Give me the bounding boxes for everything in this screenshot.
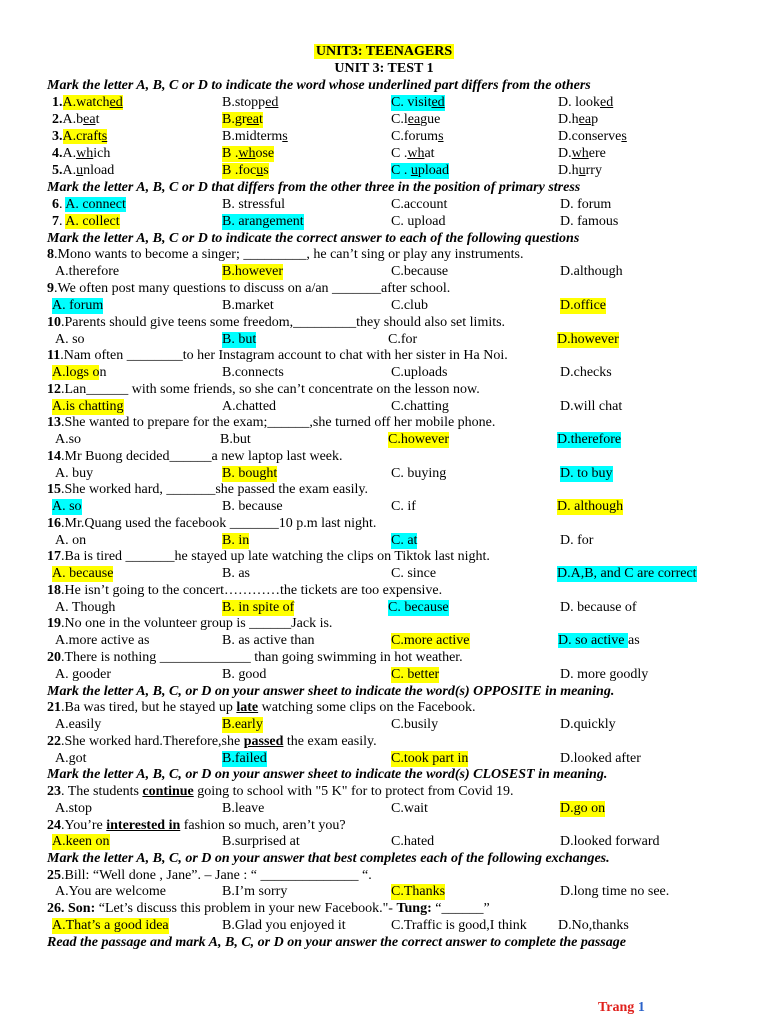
q19-option-d[interactable]: D. so active as: [558, 633, 640, 648]
q25-option-d[interactable]: D.long time no see.: [560, 884, 670, 899]
q20-option-d[interactable]: D. more goodly: [560, 667, 649, 682]
q11-options: [0, 365, 768, 382]
q22-option-d[interactable]: D.looked after: [560, 751, 641, 766]
q25-option-c[interactable]: C.Thanks: [391, 884, 446, 899]
q26-stem: 26. Son: “Let’s discuss this problem in your new Facebook."- Tung: “______”: [47, 901, 490, 916]
q14-option-d[interactable]: D. to buy: [560, 466, 613, 481]
q20-option-b[interactable]: B. good: [222, 667, 267, 682]
question-6: 6. A. connect B. stressful C.account D. forum: [52, 197, 612, 212]
q3-option-a[interactable]: A.crafts: [62, 129, 108, 144]
page-number: Trang 1: [598, 1000, 645, 1015]
q20-option-c[interactable]: C. better: [391, 667, 440, 682]
question-5: [0, 163, 768, 180]
instruction-closest: Mark the letter A, B, C, or D on your answer sheet to indicate the word(s) CLOSEST in meaning.: [47, 767, 608, 782]
q3-option-b[interactable]: B.midterms: [222, 129, 288, 144]
q3-option-d[interactable]: D.conserves: [558, 129, 627, 144]
q8-options: [0, 264, 768, 281]
q13-option-d[interactable]: D.therefore: [557, 432, 622, 447]
q2-option-d[interactable]: D.heap: [558, 112, 599, 127]
question-3: 3.A.crafts B.midterms C.forums D.conserves: [52, 129, 627, 144]
q4-option-d[interactable]: D.where: [558, 146, 606, 161]
q24-option-c[interactable]: C.hated: [391, 834, 435, 849]
q23-options: [0, 801, 768, 818]
q15-options: [0, 499, 768, 516]
q13-option-b[interactable]: B.but: [220, 432, 251, 447]
q18-options: [0, 600, 768, 617]
q7-option-a[interactable]: A. collect: [65, 214, 120, 229]
q9-option-c[interactable]: C.club: [391, 298, 428, 313]
q5-option-d[interactable]: D.hurry: [558, 163, 602, 178]
q2-option-b[interactable]: B.great: [222, 112, 263, 127]
q24-option-b[interactable]: B.surprised at: [222, 834, 300, 849]
q18-option-c[interactable]: C. because: [388, 600, 449, 615]
q2-option-a[interactable]: 2.A.beat: [52, 112, 100, 127]
q19-options: [0, 633, 768, 650]
q26-option-c[interactable]: C.Traffic is good,I think: [391, 918, 527, 933]
q25-stem: 25.Bill: “Well done , Jane”. – Jane : “ ______________ “.: [47, 868, 372, 883]
q10-option-c[interactable]: C.for: [388, 332, 418, 347]
q11-option-c[interactable]: C.uploads: [391, 365, 448, 380]
q8-stem: 8.Mono wants to become a singer; _________, he can’t sing or play any instruments.: [47, 247, 524, 262]
q17-stem: 17.Ba is tired _______he stayed up late watching the clips on Tiktok last night.: [47, 549, 490, 564]
q5-option-c[interactable]: C . upload: [391, 163, 449, 178]
q25-option-b[interactable]: B.I’m sorry: [222, 884, 288, 899]
q14-option-c[interactable]: C. buying: [391, 466, 447, 481]
q19-option-c[interactable]: C.more active: [391, 633, 470, 648]
q18-stem: 18.He isn’t going to the concert…………the tickets are too expensive.: [47, 583, 443, 598]
q21-option-d[interactable]: D.quickly: [560, 717, 616, 732]
q17-options: [0, 566, 768, 583]
q1-option-b[interactable]: B.stopped: [222, 95, 279, 110]
q12-option-d[interactable]: D.will chat: [560, 399, 623, 414]
q1-option-a[interactable]: A.watched: [62, 95, 123, 110]
q21-option-a[interactable]: A.easily: [55, 717, 102, 732]
q7-option-b[interactable]: B. arangement: [222, 214, 304, 229]
q12-options: [0, 399, 768, 416]
q9-options: [0, 298, 768, 315]
q22-option-a[interactable]: A.got: [55, 751, 87, 766]
q23-option-c[interactable]: C.wait: [391, 801, 428, 816]
instruction-exchanges: Mark the letter A, B, C, or D on your answer that best completes each of the following exchanges.: [47, 851, 610, 866]
q21-option-c[interactable]: C.busily: [391, 717, 439, 732]
q13-options: [0, 432, 768, 449]
q19-stem: 19.No one in the volunteer group is ______Jack is.: [47, 616, 333, 631]
instruction-passage: Read the passage and mark A, B, C, or D on your answer the correct answer to complete the passage: [47, 935, 626, 950]
q1-option-d[interactable]: D. looked: [558, 95, 614, 110]
q26-option-b[interactable]: B.Glad you enjoyed it: [222, 918, 346, 933]
q15-stem: 15.She worked hard, _______she passed the exam easily.: [47, 482, 369, 497]
q13-stem: 13.She wanted to prepare for the exam;______,she turned off her mobile phone.: [47, 415, 496, 430]
question-1: 1.A.watched B.stopped C. visited D. looked: [52, 95, 614, 110]
q24-options: [0, 834, 768, 851]
q7-option-c[interactable]: C. upload: [391, 214, 446, 229]
q6-option-a[interactable]: A. connect: [65, 197, 126, 212]
q9-stem: 9.We often post many questions to discuss on a/an _______after school.: [47, 281, 451, 296]
q26-option-d[interactable]: D.No,thanks: [558, 918, 629, 933]
q16-stem: 16.Mr.Quang used the facebook _______10 p.m last night.: [47, 516, 377, 531]
question-4: [0, 146, 768, 163]
q12-stem: 12.Lan______ with some friends, so she can’t concentrate on the lesson now.: [47, 382, 480, 397]
q11-option-a[interactable]: A.logs on: [52, 365, 107, 380]
q8-option-d[interactable]: D.although: [560, 264, 623, 279]
q12-option-a[interactable]: A.is chatting: [52, 399, 124, 414]
q16-option-b[interactable]: B. in: [222, 533, 250, 548]
q20-option-a[interactable]: A. gooder: [55, 667, 111, 682]
q4-option-b[interactable]: B .whose: [222, 146, 275, 161]
q8-option-c[interactable]: C.because: [391, 264, 449, 279]
q26-options: [0, 918, 768, 935]
q23-option-d[interactable]: D.go on: [560, 801, 606, 816]
q10-option-a[interactable]: A. so: [55, 332, 85, 347]
q11-option-d[interactable]: D.checks: [560, 365, 612, 380]
q19-option-b[interactable]: B. as active than: [222, 633, 315, 648]
q12-option-c[interactable]: C.chatting: [391, 399, 449, 414]
q10-options: [0, 332, 768, 349]
q18-option-d[interactable]: D. because of: [560, 600, 637, 615]
instruction-grammar: Mark the letter A, B, C or D to indicate the correct answer to each of the following questions: [47, 231, 580, 246]
q4-option-a[interactable]: 4.A.which: [52, 146, 111, 161]
q14-option-a[interactable]: A. buy: [55, 466, 94, 481]
q11-option-b[interactable]: B.connects: [222, 365, 284, 380]
q18-option-a[interactable]: A. Though: [55, 600, 116, 615]
q22-stem: 22.She worked hard.Therefore,she passed the exam easily.: [47, 734, 377, 749]
q2-option-c[interactable]: C.league: [391, 112, 441, 127]
q7-option-d[interactable]: D. famous: [560, 214, 619, 229]
q16-option-c[interactable]: C. at: [391, 533, 418, 548]
q8-option-b[interactable]: B.however: [222, 264, 284, 279]
q4-option-c[interactable]: C .what: [391, 146, 435, 161]
q8-option-a[interactable]: A.therefore: [55, 264, 120, 279]
q5-option-b[interactable]: B .focus: [222, 163, 269, 178]
instruction-pronunciation: Mark the letter A, B, C or D to indicate the word whose underlined part differs from the others: [47, 78, 591, 93]
q15-option-d[interactable]: D. although: [557, 499, 624, 514]
q26-option-a[interactable]: A.That’s a good idea: [52, 918, 169, 933]
q15-option-c[interactable]: C. if: [391, 499, 416, 514]
q25-option-a[interactable]: A.You are welcome: [55, 884, 166, 899]
q20-stem: 20.There is nothing _____________ than going swimming in hot weather.: [47, 650, 463, 665]
q15-option-a[interactable]: A. so: [52, 499, 82, 514]
instruction-stress: Mark the letter A, B, C or D that differs from the other three in the position of primary stress: [47, 180, 581, 195]
unit-title: UNIT3: TEENAGERS: [315, 44, 453, 59]
q14-option-b[interactable]: B. bought: [222, 466, 278, 481]
q1-option-c[interactable]: C. visited: [391, 95, 445, 110]
q13-option-c[interactable]: C.however: [388, 432, 450, 447]
q17-option-c[interactable]: C. since: [391, 566, 437, 581]
q6-option-d[interactable]: D. forum: [560, 197, 612, 212]
q24-stem: 24.You’re interested in fashion so much, aren’t you?: [47, 818, 346, 833]
q15-option-b[interactable]: B. because: [222, 499, 283, 514]
q23-stem: 23. The students continue going to school with "5 K" for to protect from Covid 19.: [47, 784, 514, 799]
instruction-opposite: Mark the letter A, B, C, or D on your answer sheet to indicate the word(s) OPPOSITE in meaning.: [47, 684, 615, 699]
q10-stem: 10.Parents should give teens some freedom,_________they should also set limits.: [47, 315, 506, 330]
q21-stem: 21.Ba was tired, but he stayed up late watching some clips on the Facebook.: [47, 700, 476, 715]
test-title: UNIT 3: TEST 1: [334, 61, 434, 76]
q23-option-a[interactable]: A.stop: [55, 801, 92, 816]
q9-option-a[interactable]: A. forum: [52, 298, 104, 313]
q16-option-a[interactable]: A. on: [55, 533, 87, 548]
q14-options: [0, 466, 768, 483]
q9-option-d[interactable]: D.office: [560, 298, 606, 313]
q5-option-a[interactable]: 5.A.unload: [52, 163, 115, 178]
q16-option-d[interactable]: D. for: [560, 533, 594, 548]
q23-option-b[interactable]: B.leave: [222, 801, 265, 816]
q6-option-b[interactable]: B. stressful: [222, 197, 285, 212]
q10-option-d[interactable]: D.however: [557, 332, 619, 347]
q18-option-b[interactable]: B. in spite of: [222, 600, 295, 615]
q11-stem: 11.Nam often ________to her Instagram account to chat with her sister in Ha Noi.: [47, 348, 508, 363]
q9-option-b[interactable]: B.market: [222, 298, 274, 313]
q12-option-b[interactable]: A.chatted: [222, 399, 277, 414]
q22-options: [0, 751, 768, 768]
q17-option-d[interactable]: D.A,B, and C are correct: [557, 566, 697, 581]
question-7: 7. A. collect B. arangement C. upload D. famous: [52, 214, 619, 229]
q22-option-c[interactable]: C.took part in: [391, 751, 469, 766]
q17-option-a[interactable]: A. because: [52, 566, 114, 581]
q10-option-b[interactable]: B. but: [222, 332, 257, 347]
q22-option-b[interactable]: B.failed: [222, 751, 267, 766]
q20-options: [0, 667, 768, 684]
q24-option-d[interactable]: D.looked forward: [560, 834, 660, 849]
q25-options: [0, 884, 768, 901]
question-2: [0, 112, 768, 129]
q17-option-b[interactable]: B. as: [222, 566, 250, 581]
q24-option-a[interactable]: A.keen on: [52, 834, 110, 849]
q3-option-c[interactable]: C.forums: [391, 129, 444, 144]
q13-option-a[interactable]: A.so: [55, 432, 82, 447]
q21-option-b[interactable]: B.early: [222, 717, 263, 732]
q16-options: [0, 533, 768, 550]
q21-options: [0, 717, 768, 734]
q19-option-a[interactable]: A.more active as: [55, 633, 150, 648]
q6-option-c[interactable]: C.account: [391, 197, 448, 212]
q14-stem: 14.Mr Buong decided______a new laptop last week.: [47, 449, 343, 464]
